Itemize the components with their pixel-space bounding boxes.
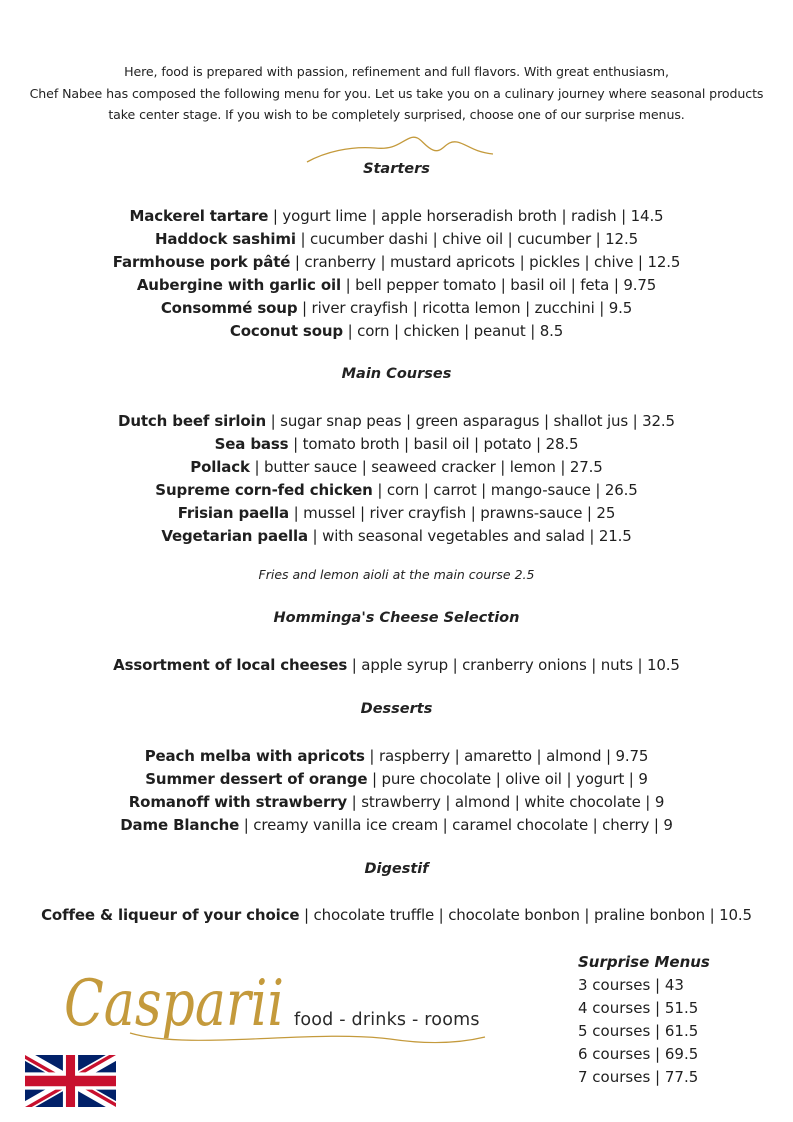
desserts-list <box>0 745 793 837</box>
dish-name: Sea bass <box>214 434 289 453</box>
dish-details: | bell pepper tomato | basil oil | feta | 9.75 <box>340 275 657 294</box>
dish-name: Aubergine with garlic oil <box>136 275 341 294</box>
dish-details: | mussel | river crayfish | prawns-sauce | 25 <box>289 503 616 522</box>
dish-name: Consommé soup <box>160 298 298 317</box>
dish-details: | yogurt lime | apple horseradish broth | radish | 14.5 <box>268 207 664 225</box>
menu-item <box>0 502 793 525</box>
dish-name: Dutch beef sirloin <box>118 412 267 430</box>
intro-line: Chef Nabee has composed the following menu for you. Let us take you on a culinary journey where seasonal products <box>29 85 764 101</box>
dish-name: Dame Blanche <box>120 815 240 834</box>
dish-name: Frisian paella <box>177 503 290 522</box>
mains-list <box>0 410 793 547</box>
union-jack-flag-icon <box>25 1055 116 1107</box>
dish-details: | chocolate truffle | chocolate bonbon | praline bonbon | 10.5 <box>299 906 752 924</box>
dish-details: | strawberry | almond | white chocolate | 9 <box>347 792 665 811</box>
dish-name: Assortment of local cheeses <box>113 656 348 674</box>
menu-item <box>0 768 793 791</box>
intro-text <box>0 61 793 126</box>
dish-details: | sugar snap peas | green asparagus | shallot jus | 32.5 <box>266 412 675 430</box>
surprise-menu-row: 4 courses | 51.5 <box>578 998 699 1017</box>
section-title-desserts: Desserts <box>360 701 433 717</box>
dish-name: Supreme corn-fed chicken <box>155 480 373 499</box>
dish-details: | cranberry | mustard apricots | pickles | chive | 12.5 <box>290 252 681 271</box>
dish-details: | pure chocolate | olive oil | yogurt | 9 <box>367 769 648 788</box>
dish-name: Haddock sashimi <box>155 229 296 248</box>
menu-item <box>0 814 793 837</box>
casparii-logo <box>60 955 510 1055</box>
dish-name: Peach melba with apricots <box>144 747 365 765</box>
dish-name: Coconut soup <box>229 321 343 340</box>
cheese-list <box>0 654 793 677</box>
dish-name: Vegetarian paella <box>161 526 308 545</box>
intro-line: take center stage. If you wish to be completely surprised, choose one of our surprise menus. <box>108 107 685 122</box>
dish-name: Summer dessert of orange <box>145 769 368 788</box>
menu-item <box>0 456 793 479</box>
section-title-starters: Starters <box>363 161 430 177</box>
section-title-cheese: Homminga's Cheese Selection <box>273 610 520 626</box>
surprise-menu-row: 5 courses | 61.5 <box>578 1021 699 1040</box>
digestif-list <box>0 904 793 927</box>
dish-name: Mackerel tartare <box>129 207 269 225</box>
dish-details: | apple syrup | cranberry onions | nuts | 10.5 <box>347 656 680 674</box>
dish-name: Romanoff with strawberry <box>128 792 348 811</box>
mains-note: Fries and lemon aioli at the main course 2.5 <box>258 567 535 582</box>
dish-details: | butter sauce | seaweed cracker | lemon | 27.5 <box>249 457 603 476</box>
dish-details: | with seasonal vegetables and salad | 21.5 <box>307 526 632 545</box>
menu-item <box>0 904 793 927</box>
dish-details: | river crayfish | ricotta lemon | zucchini | 9.5 <box>297 298 633 317</box>
surprise-menu-row: 3 courses | 43 <box>578 975 684 994</box>
menu-item <box>0 205 793 228</box>
dish-details: | corn | carrot | mango-sauce | 26.5 <box>372 480 638 499</box>
menu-item <box>0 410 793 433</box>
logo-tagline: food - drinks - rooms <box>294 1010 480 1030</box>
menu-item <box>0 251 793 274</box>
section-title-digestif: Digestif <box>364 861 429 877</box>
surprise-menu-row: 7 courses | 77.5 <box>578 1067 699 1086</box>
dish-details: | tomato broth | basil oil | potato | 28.5 <box>288 434 579 453</box>
menu-item <box>0 228 793 251</box>
dish-name: Coffee & liqueur of your choice <box>41 906 300 924</box>
surprise-menus-title: Surprise Menus <box>578 953 710 971</box>
menu-item <box>0 791 793 814</box>
menu-item <box>0 479 793 502</box>
menu-item <box>0 745 793 768</box>
intro-line: Here, food is prepared with passion, refinement and full flavors. With great enthusiasm, <box>124 64 669 79</box>
surprise-menus <box>578 951 710 1088</box>
section-title-mains: Main Courses <box>341 366 452 382</box>
menu-item <box>0 654 793 677</box>
menu-item <box>0 433 793 456</box>
starters-list <box>0 205 793 342</box>
menu-item <box>0 525 793 548</box>
menu-item <box>0 297 793 320</box>
dish-name: Farmhouse pork pâté <box>112 252 291 271</box>
menu-item <box>0 320 793 343</box>
dish-name: Pollack <box>190 457 250 476</box>
dish-details: | raspberry | amaretto | almond | 9.75 <box>364 747 649 765</box>
dish-details: | corn | chicken | peanut | 8.5 <box>342 321 564 340</box>
dish-details: | creamy vanilla ice cream | caramel chocolate | cherry | 9 <box>239 815 673 834</box>
logo-wordmark: Casparii <box>64 967 284 1041</box>
surprise-menu-row: 6 courses | 69.5 <box>578 1044 699 1063</box>
menu-item <box>0 274 793 297</box>
dish-details: | cucumber dashi | chive oil | cucumber | 12.5 <box>295 229 638 248</box>
